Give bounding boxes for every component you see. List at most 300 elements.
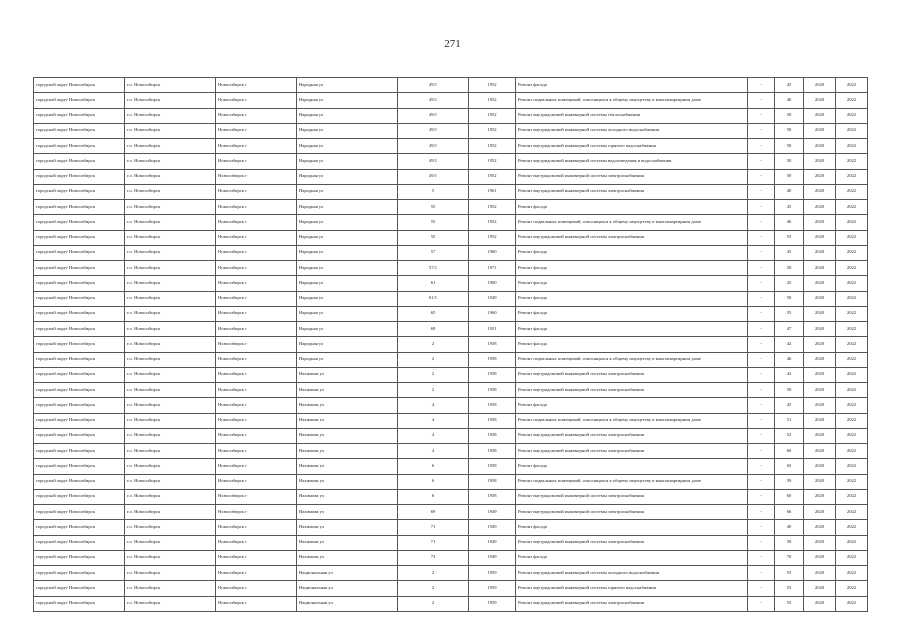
cost-share-cell: 47 [775, 322, 804, 337]
street-cell: Народная ул [297, 78, 398, 93]
table-row [34, 352, 868, 367]
house-number-cell: 2 [398, 352, 469, 367]
district-cell: г.о. Новосибирск [125, 474, 216, 489]
municipality-cell: городской округ Новосибирск [34, 169, 125, 184]
cost-share-cell: 45 [775, 245, 804, 260]
street-cell: Нахимова ул [297, 444, 398, 459]
settlement-cell: Новосибирск г [216, 566, 297, 581]
municipality-cell: городской округ Новосибирск [34, 398, 125, 413]
district-cell: г.о. Новосибирск [125, 352, 216, 367]
start-year-cell: 2020 [804, 306, 836, 321]
work-type-cell: Ремонт подвальных помещений, относящихся к общему имуществу в многоквартирном доме [516, 474, 748, 489]
street-cell: Национальная ул [297, 566, 398, 581]
table-row [34, 108, 868, 123]
house-number-cell: 49/1 [398, 93, 469, 108]
municipality-cell: городской округ Новосибирск [34, 276, 125, 291]
house-number-cell: 71 [398, 535, 469, 550]
cost-share-cell: 59 [775, 474, 804, 489]
table-row [34, 474, 868, 489]
dash-cell: - [748, 489, 775, 504]
street-cell: Народная ул [297, 261, 398, 276]
district-cell: г.о. Новосибирск [125, 200, 216, 215]
end-year-cell: 2022 [836, 123, 868, 138]
cost-share-cell: 55 [775, 230, 804, 245]
settlement-cell: Новосибирск г [216, 184, 297, 199]
street-cell: Народная ул [297, 352, 398, 367]
dash-cell: - [748, 444, 775, 459]
year-built-cell: 1958 [469, 383, 516, 398]
dash-cell: - [748, 367, 775, 382]
dash-cell: - [748, 337, 775, 352]
end-year-cell: 2022 [836, 505, 868, 520]
street-cell: Народная ул [297, 337, 398, 352]
end-year-cell: 2022 [836, 230, 868, 245]
end-year-cell: 2022 [836, 154, 868, 169]
settlement-cell: Новосибирск г [216, 215, 297, 230]
start-year-cell: 2020 [804, 459, 836, 474]
street-cell: Национальная ул [297, 596, 398, 611]
year-built-cell: 1949 [469, 505, 516, 520]
settlement-cell: Новосибирск г [216, 230, 297, 245]
end-year-cell: 2022 [836, 550, 868, 565]
settlement-cell: Новосибирск г [216, 108, 297, 123]
dash-cell: - [748, 535, 775, 550]
house-number-cell: 2 [398, 596, 469, 611]
house-number-cell: 65 [398, 306, 469, 321]
house-number-cell: 73 [398, 550, 469, 565]
municipality-cell: городской округ Новосибирск [34, 322, 125, 337]
table-row [34, 383, 868, 398]
street-cell: Нахимова ул [297, 367, 398, 382]
year-built-cell: 1960 [469, 276, 516, 291]
street-cell: Нахимова ул [297, 383, 398, 398]
work-type-cell: Ремонт внутридомовой инженерной системы электроснабжения [516, 169, 748, 184]
settlement-cell: Новосибирск г [216, 169, 297, 184]
dash-cell: - [748, 169, 775, 184]
street-cell: Народная ул [297, 139, 398, 154]
start-year-cell: 2020 [804, 428, 836, 443]
table-row [34, 550, 868, 565]
table-row [34, 78, 868, 93]
settlement-cell: Новосибирск г [216, 428, 297, 443]
dash-cell: - [748, 261, 775, 276]
municipality-cell: городской округ Новосибирск [34, 154, 125, 169]
table-row [34, 566, 868, 581]
house-number-cell: 61/1 [398, 291, 469, 306]
end-year-cell: 2022 [836, 566, 868, 581]
district-cell: г.о. Новосибирск [125, 566, 216, 581]
settlement-cell: Новосибирск г [216, 505, 297, 520]
start-year-cell: 2020 [804, 215, 836, 230]
table-row [34, 306, 868, 321]
year-built-cell: 1949 [469, 535, 516, 550]
table-row [34, 489, 868, 504]
table-body [34, 78, 868, 612]
house-number-cell: 61 [398, 276, 469, 291]
year-built-cell: 1958 [469, 489, 516, 504]
cost-share-cell: 55 [775, 306, 804, 321]
municipality-cell: городской округ Новосибирск [34, 505, 125, 520]
work-type-cell: Ремонт фасада [516, 550, 748, 565]
start-year-cell: 2020 [804, 230, 836, 245]
table-row [34, 581, 868, 596]
end-year-cell: 2022 [836, 581, 868, 596]
start-year-cell: 2020 [804, 489, 836, 504]
start-year-cell: 2020 [804, 291, 836, 306]
settlement-cell: Новосибирск г [216, 489, 297, 504]
page-number: 271 [444, 38, 461, 50]
cost-share-cell: 40 [775, 520, 804, 535]
cost-share-cell: 55 [775, 566, 804, 581]
table-row [34, 154, 868, 169]
district-cell: г.о. Новосибирск [125, 581, 216, 596]
municipality-cell: городской округ Новосибирск [34, 550, 125, 565]
table-row [34, 123, 868, 138]
start-year-cell: 2020 [804, 123, 836, 138]
dash-cell: - [748, 383, 775, 398]
start-year-cell: 2020 [804, 93, 836, 108]
year-built-cell: 1952 [469, 169, 516, 184]
street-cell: Народная ул [297, 245, 398, 260]
municipality-cell: городской округ Новосибирск [34, 474, 125, 489]
start-year-cell: 2020 [804, 352, 836, 367]
settlement-cell: Новосибирск г [216, 337, 297, 352]
settlement-cell: Новосибирск г [216, 245, 297, 260]
settlement-cell: Новосибирск г [216, 535, 297, 550]
municipality-cell: городской округ Новосибирск [34, 383, 125, 398]
street-cell: Нахимова ул [297, 459, 398, 474]
district-cell: г.о. Новосибирск [125, 215, 216, 230]
end-year-cell: 2022 [836, 78, 868, 93]
table-row [34, 520, 868, 535]
end-year-cell: 2022 [836, 383, 868, 398]
house-number-cell: 49/1 [398, 139, 469, 154]
street-cell: Нахимова ул [297, 520, 398, 535]
cost-share-cell: 66 [775, 505, 804, 520]
end-year-cell: 2022 [836, 352, 868, 367]
municipality-cell: городской округ Новосибирск [34, 367, 125, 382]
work-type-cell: Ремонт внутридомовой инженерной системы электроснабжения [516, 184, 748, 199]
year-built-cell: 1952 [469, 200, 516, 215]
cost-share-cell: 60 [775, 444, 804, 459]
table-row [34, 398, 868, 413]
year-built-cell: 1952 [469, 230, 516, 245]
table-row [34, 169, 868, 184]
year-built-cell: 1958 [469, 413, 516, 428]
year-built-cell: 1951 [469, 322, 516, 337]
year-built-cell: 1961 [469, 184, 516, 199]
cost-share-cell: 65 [775, 459, 804, 474]
dash-cell: - [748, 306, 775, 321]
cost-share-cell: 55 [775, 581, 804, 596]
dash-cell: - [748, 352, 775, 367]
table-row [34, 230, 868, 245]
municipality-cell: городской округ Новосибирск [34, 139, 125, 154]
year-built-cell: 1958 [469, 398, 516, 413]
street-cell: Народная ул [297, 154, 398, 169]
cost-share-cell: 50 [775, 383, 804, 398]
district-cell: г.о. Новосибирск [125, 139, 216, 154]
work-type-cell: Ремонт фасада [516, 245, 748, 260]
settlement-cell: Новосибирск г [216, 276, 297, 291]
year-built-cell: 1958 [469, 337, 516, 352]
end-year-cell: 2022 [836, 245, 868, 260]
work-type-cell: Ремонт фасада [516, 322, 748, 337]
dash-cell: - [748, 581, 775, 596]
start-year-cell: 2020 [804, 276, 836, 291]
cost-share-cell: 50 [775, 291, 804, 306]
dash-cell: - [748, 566, 775, 581]
start-year-cell: 2020 [804, 444, 836, 459]
settlement-cell: Новосибирск г [216, 261, 297, 276]
house-number-cell: 4 [398, 428, 469, 443]
district-cell: г.о. Новосибирск [125, 383, 216, 398]
year-built-cell: 1952 [469, 108, 516, 123]
year-built-cell: 1952 [469, 154, 516, 169]
start-year-cell: 2020 [804, 566, 836, 581]
start-year-cell: 2020 [804, 550, 836, 565]
dash-cell: - [748, 139, 775, 154]
settlement-cell: Новосибирск г [216, 459, 297, 474]
end-year-cell: 2022 [836, 398, 868, 413]
municipality-cell: городской округ Новосибирск [34, 200, 125, 215]
house-number-cell: 4 [398, 413, 469, 428]
cost-share-cell: 50 [775, 123, 804, 138]
street-cell: Народная ул [297, 306, 398, 321]
district-cell: г.о. Новосибирск [125, 276, 216, 291]
end-year-cell: 2022 [836, 184, 868, 199]
district-cell: г.о. Новосибирск [125, 367, 216, 382]
house-number-cell: 2 [398, 337, 469, 352]
start-year-cell: 2020 [804, 367, 836, 382]
municipality-cell: городской округ Новосибирск [34, 459, 125, 474]
end-year-cell: 2022 [836, 291, 868, 306]
district-cell: г.о. Новосибирск [125, 93, 216, 108]
end-year-cell: 2022 [836, 444, 868, 459]
year-built-cell: 1952 [469, 139, 516, 154]
municipality-cell: городской округ Новосибирск [34, 413, 125, 428]
municipality-cell: городской округ Новосибирск [34, 306, 125, 321]
house-number-cell: 49/1 [398, 108, 469, 123]
year-built-cell: 1952 [469, 123, 516, 138]
year-built-cell: 1959 [469, 566, 516, 581]
year-built-cell: 1949 [469, 550, 516, 565]
cost-share-cell: 46 [775, 215, 804, 230]
start-year-cell: 2020 [804, 398, 836, 413]
dash-cell: - [748, 520, 775, 535]
year-built-cell: 1958 [469, 474, 516, 489]
start-year-cell: 2020 [804, 261, 836, 276]
start-year-cell: 2020 [804, 200, 836, 215]
dash-cell: - [748, 474, 775, 489]
table-row [34, 245, 868, 260]
dash-cell: - [748, 78, 775, 93]
start-year-cell: 2020 [804, 245, 836, 260]
dash-cell: - [748, 459, 775, 474]
municipality-cell: городской округ Новосибирск [34, 596, 125, 611]
street-cell: Народная ул [297, 291, 398, 306]
work-type-cell: Ремонт фасада [516, 276, 748, 291]
district-cell: г.о. Новосибирск [125, 489, 216, 504]
end-year-cell: 2022 [836, 367, 868, 382]
municipality-cell: городской округ Новосибирск [34, 352, 125, 367]
street-cell: Нахимова ул [297, 489, 398, 504]
year-built-cell: 1952 [469, 215, 516, 230]
work-type-cell: Ремонт фасада [516, 459, 748, 474]
house-number-cell: 2 [398, 367, 469, 382]
work-type-cell: Ремонт внутридомовой инженерной системы электроснабжения [516, 230, 748, 245]
work-type-cell: Ремонт внутридомовой инженерной системы электроснабжения [516, 428, 748, 443]
end-year-cell: 2022 [836, 215, 868, 230]
end-year-cell: 2022 [836, 261, 868, 276]
cost-share-cell: 51 [775, 413, 804, 428]
district-cell: г.о. Новосибирск [125, 337, 216, 352]
start-year-cell: 2020 [804, 322, 836, 337]
dash-cell: - [748, 505, 775, 520]
start-year-cell: 2020 [804, 383, 836, 398]
municipality-cell: городской округ Новосибирск [34, 581, 125, 596]
house-number-cell: 6 [398, 474, 469, 489]
municipality-cell: городской округ Новосибирск [34, 291, 125, 306]
dash-cell: - [748, 596, 775, 611]
settlement-cell: Новосибирск г [216, 93, 297, 108]
end-year-cell: 2022 [836, 413, 868, 428]
street-cell: Народная ул [297, 322, 398, 337]
house-number-cell: 69 [398, 322, 469, 337]
house-number-cell: 6 [398, 459, 469, 474]
district-cell: г.о. Новосибирск [125, 123, 216, 138]
cost-share-cell: 50 [775, 169, 804, 184]
district-cell: г.о. Новосибирск [125, 245, 216, 260]
district-cell: г.о. Новосибирск [125, 428, 216, 443]
end-year-cell: 2022 [836, 474, 868, 489]
table-row [34, 184, 868, 199]
house-number-cell: 55 [398, 230, 469, 245]
settlement-cell: Новосибирск г [216, 154, 297, 169]
municipality-cell: городской округ Новосибирск [34, 520, 125, 535]
table-row [34, 444, 868, 459]
district-cell: г.о. Новосибирск [125, 505, 216, 520]
house-number-cell: 57 [398, 245, 469, 260]
start-year-cell: 2020 [804, 169, 836, 184]
settlement-cell: Новосибирск г [216, 306, 297, 321]
municipality-cell: городской округ Новосибирск [34, 215, 125, 230]
work-type-cell: Ремонт внутридомовой инженерной системы холодного водоснабжения [516, 566, 748, 581]
work-type-cell: Ремонт фасада [516, 337, 748, 352]
start-year-cell: 2020 [804, 505, 836, 520]
work-type-cell: Ремонт внутридомовой инженерной системы электроснабжения [516, 596, 748, 611]
dash-cell: - [748, 123, 775, 138]
dash-cell: - [748, 154, 775, 169]
district-cell: г.о. Новосибирск [125, 535, 216, 550]
work-type-cell: Ремонт фасада [516, 291, 748, 306]
table-row [34, 337, 868, 352]
table-row [34, 200, 868, 215]
year-built-cell: 1958 [469, 428, 516, 443]
end-year-cell: 2022 [836, 200, 868, 215]
settlement-cell: Новосибирск г [216, 550, 297, 565]
street-cell: Нахимова ул [297, 413, 398, 428]
dash-cell: - [748, 230, 775, 245]
settlement-cell: Новосибирск г [216, 78, 297, 93]
house-number-cell: 2 [398, 383, 469, 398]
end-year-cell: 2022 [836, 322, 868, 337]
start-year-cell: 2020 [804, 108, 836, 123]
start-year-cell: 2020 [804, 535, 836, 550]
house-number-cell: 71 [398, 520, 469, 535]
end-year-cell: 2022 [836, 520, 868, 535]
house-number-cell: 2 [398, 581, 469, 596]
cost-share-cell: 42 [775, 367, 804, 382]
cost-share-cell: 58 [775, 535, 804, 550]
district-cell: г.о. Новосибирск [125, 306, 216, 321]
house-number-cell: 2 [398, 566, 469, 581]
district-cell: г.о. Новосибирск [125, 444, 216, 459]
end-year-cell: 2022 [836, 489, 868, 504]
capital-repair-table [33, 77, 868, 612]
district-cell: г.о. Новосибирск [125, 230, 216, 245]
street-cell: Народная ул [297, 108, 398, 123]
cost-share-cell: 46 [775, 352, 804, 367]
settlement-cell: Новосибирск г [216, 596, 297, 611]
work-type-cell: Ремонт внутридомовой инженерной системы электроснабжения [516, 489, 748, 504]
start-year-cell: 2020 [804, 78, 836, 93]
street-cell: Народная ул [297, 184, 398, 199]
work-type-cell: Ремонт внутридомовой инженерной системы горячего водоснабжения [516, 581, 748, 596]
year-built-cell: 1958 [469, 459, 516, 474]
settlement-cell: Новосибирск г [216, 322, 297, 337]
year-built-cell: 1952 [469, 93, 516, 108]
table-row [34, 276, 868, 291]
table-row [34, 322, 868, 337]
table-row [34, 291, 868, 306]
settlement-cell: Новосибирск г [216, 139, 297, 154]
street-cell: Нахимова ул [297, 428, 398, 443]
dash-cell: - [748, 291, 775, 306]
street-cell: Народная ул [297, 230, 398, 245]
house-number-cell: 69 [398, 505, 469, 520]
cost-share-cell: 50 [775, 261, 804, 276]
street-cell: Народная ул [297, 123, 398, 138]
end-year-cell: 2022 [836, 459, 868, 474]
district-cell: г.о. Новосибирск [125, 322, 216, 337]
work-type-cell: Ремонт фасада [516, 520, 748, 535]
cost-share-cell: 55 [775, 596, 804, 611]
district-cell: г.о. Новосибирск [125, 413, 216, 428]
house-number-cell: 4 [398, 398, 469, 413]
work-type-cell: Ремонт фасада [516, 398, 748, 413]
cost-share-cell: 50 [775, 108, 804, 123]
start-year-cell: 2020 [804, 139, 836, 154]
municipality-cell: городской округ Новосибирск [34, 245, 125, 260]
street-cell: Народная ул [297, 169, 398, 184]
dash-cell: - [748, 184, 775, 199]
end-year-cell: 2022 [836, 93, 868, 108]
table-row [34, 428, 868, 443]
start-year-cell: 2020 [804, 520, 836, 535]
district-cell: г.о. Новосибирск [125, 78, 216, 93]
end-year-cell: 2022 [836, 337, 868, 352]
cost-share-cell: 42 [775, 337, 804, 352]
table-row [34, 139, 868, 154]
district-cell: г.о. Новосибирск [125, 184, 216, 199]
municipality-cell: городской округ Новосибирск [34, 230, 125, 245]
work-type-cell: Ремонт внутридомовой инженерной системы электроснабжения [516, 367, 748, 382]
end-year-cell: 2022 [836, 535, 868, 550]
house-number-cell: 6 [398, 489, 469, 504]
street-cell: Нахимова ул [297, 535, 398, 550]
house-number-cell: 49/1 [398, 154, 469, 169]
